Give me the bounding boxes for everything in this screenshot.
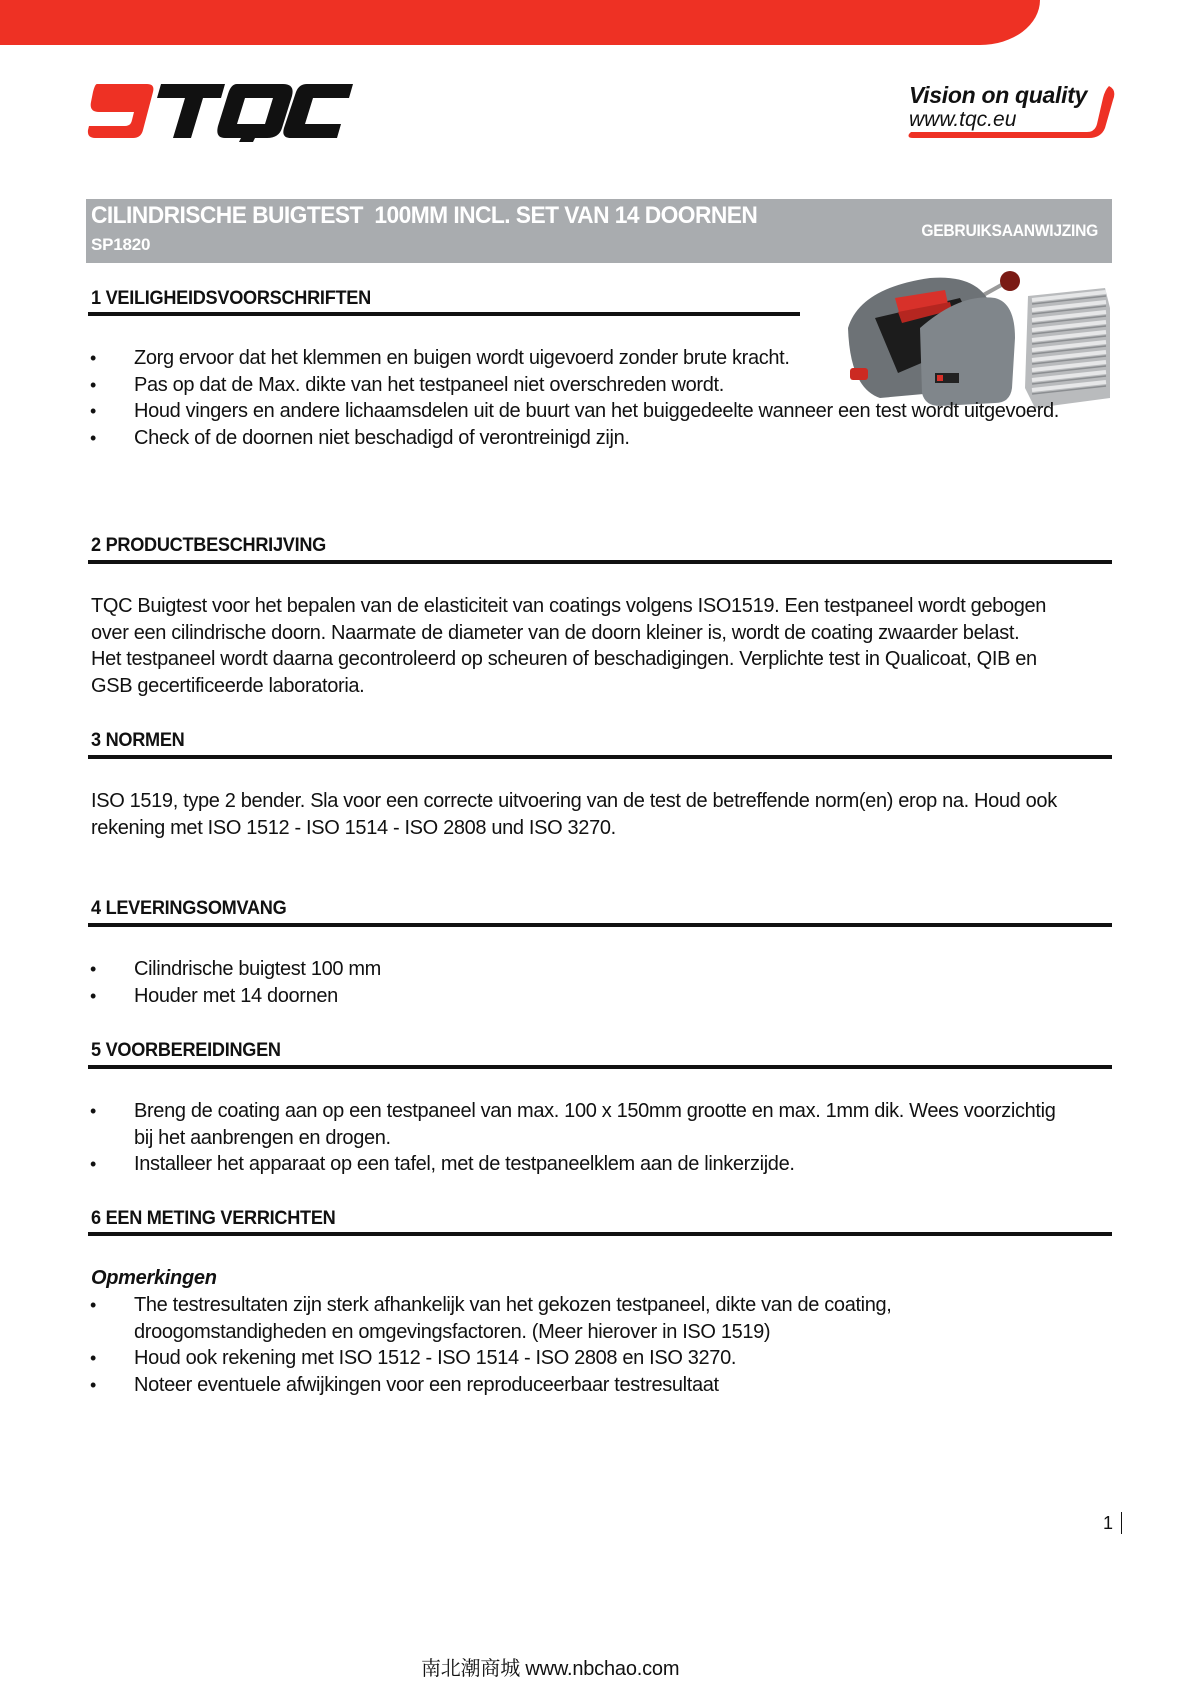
list-item: • The testresultaten zijn sterk afhankelijk van het gekozen testpaneel, dikte van de coating, droogomstandigheden en omgevingsfactoren. (Meer hierover in ISO 1519)	[90, 1294, 892, 1343]
product-description-paragraph: TQC Buigtest voor het bepalen van de elasticiteit van coatings volgens ISO1519. Een testpaneel wordt gebogen over een cilindrische doorn. Naarmate de diameter van de doorn kleiner is, wordt de coating zwaarder belast. Het testpaneel wordt daarna gecontroleerd op scheuren of beschadigingen. Verplichte test in Qualicoat, QIB en GSB gecertificeerde laboratoria.	[91, 595, 1047, 698]
remarks-subheading: Opmerkingen	[91, 1267, 217, 1289]
page-number: 1	[1103, 1512, 1122, 1534]
document-title: CILINDRISCHE BUIGTEST 100MM INCL. SET VAN 14 DOORNEN	[91, 202, 758, 229]
bullet-icon: •	[90, 985, 96, 1006]
tagline-badge	[905, 78, 1115, 148]
preparations-bullet-list	[88, 1098, 1068, 1178]
list-item: • Houd ook rekening met ISO 1512 - ISO 1514 - ISO 2808 en ISO 3270.	[88, 1345, 1038, 1372]
document-title-bar	[86, 199, 1112, 263]
section-heading-safety: 1 VEILIGHEIDSVOORSCHRIFTEN	[91, 287, 371, 309]
standards-paragraph: ISO 1519, type 2 bender. Sla voor een correcte uitvoering van de test de betreffende norm(en) erop na. Houd ook rekening met ISO 1512 - ISO 1514 - ISO 2808 und ISO 3270.	[91, 790, 1057, 839]
bullet-icon: •	[90, 1295, 96, 1315]
section-divider	[88, 923, 1112, 927]
bullet-icon: •	[90, 428, 96, 449]
list-item: • Breng de coating aan op een testpaneel van max. 100 x 150mm grootte en max. 1mm dik. Wees voorzichtig bij het aanbrengen en drogen.	[90, 1100, 1056, 1149]
bullet-icon: •	[90, 401, 96, 422]
bullet-icon: •	[90, 1154, 96, 1175]
section-divider	[88, 1065, 1112, 1069]
document-type-label: GEBRUIKSAANWIJZING	[921, 221, 1098, 240]
tqc-logo-icon	[85, 82, 355, 142]
list-item: • Check of de doornen niet beschadigd of verontreinigd zijn.	[88, 425, 1078, 452]
product-code: SP1820	[91, 235, 151, 254]
header-red-band	[0, 0, 1040, 45]
bullet-icon: •	[90, 1348, 96, 1369]
footer-watermark: 南北潮商城 www.nbchao.com	[421, 1658, 680, 1680]
tagline-text: Vision on quality	[909, 82, 1088, 108]
section-heading-standards: 3 NORMEN	[91, 729, 185, 751]
bullet-icon: •	[90, 959, 96, 979]
list-item: • Noteer eventuele afwijkingen voor een reproduceerbaar testresultaat	[88, 1372, 1038, 1399]
list-item: • Installeer het apparaat op een tafel, met de testpaneelklem aan de linkerzijde.	[88, 1151, 1068, 1178]
section-heading-performing-measurement: 6 EEN METING VERRICHTEN	[91, 1207, 336, 1229]
section-heading-preparations: 5 VOORBEREIDINGEN	[91, 1039, 281, 1061]
bullet-icon: •	[90, 348, 96, 368]
bullet-icon: •	[90, 1375, 96, 1396]
list-item: • Cilindrische buigtest 100 mm	[88, 956, 1078, 983]
section-divider	[88, 560, 1112, 564]
section-heading-scope-of-delivery: 4 LEVERINGSOMVANG	[91, 897, 287, 919]
tqc-logo	[85, 82, 355, 142]
remarks-bullet-list	[88, 1292, 1038, 1399]
list-item: • Houd vingers en andere lichaamsdelen uit de buurt van het buiggedeelte wanneer een test wordt uitgevoerd.	[88, 398, 1078, 425]
section-divider	[88, 1232, 1112, 1236]
list-item: • Pas op dat de Max. dikte van het testpaneel niet overschreden wordt.	[88, 372, 828, 399]
list-item: • Houder met 14 doornen	[88, 983, 1078, 1010]
bullet-icon: •	[90, 1101, 96, 1121]
safety-bullet-list	[88, 345, 1078, 452]
list-item: • Zorg ervoor dat het klemmen en buigen wordt uigevoerd zonder brute kracht.	[88, 345, 828, 372]
section-divider	[88, 312, 800, 316]
website-link[interactable]: www.tqc.eu	[909, 108, 1017, 131]
bullet-icon: •	[90, 374, 96, 395]
section-heading-product-description: 2 PRODUCTBESCHRIJVING	[91, 534, 326, 556]
section-divider	[88, 755, 1112, 759]
delivery-bullet-list	[88, 956, 1078, 1009]
